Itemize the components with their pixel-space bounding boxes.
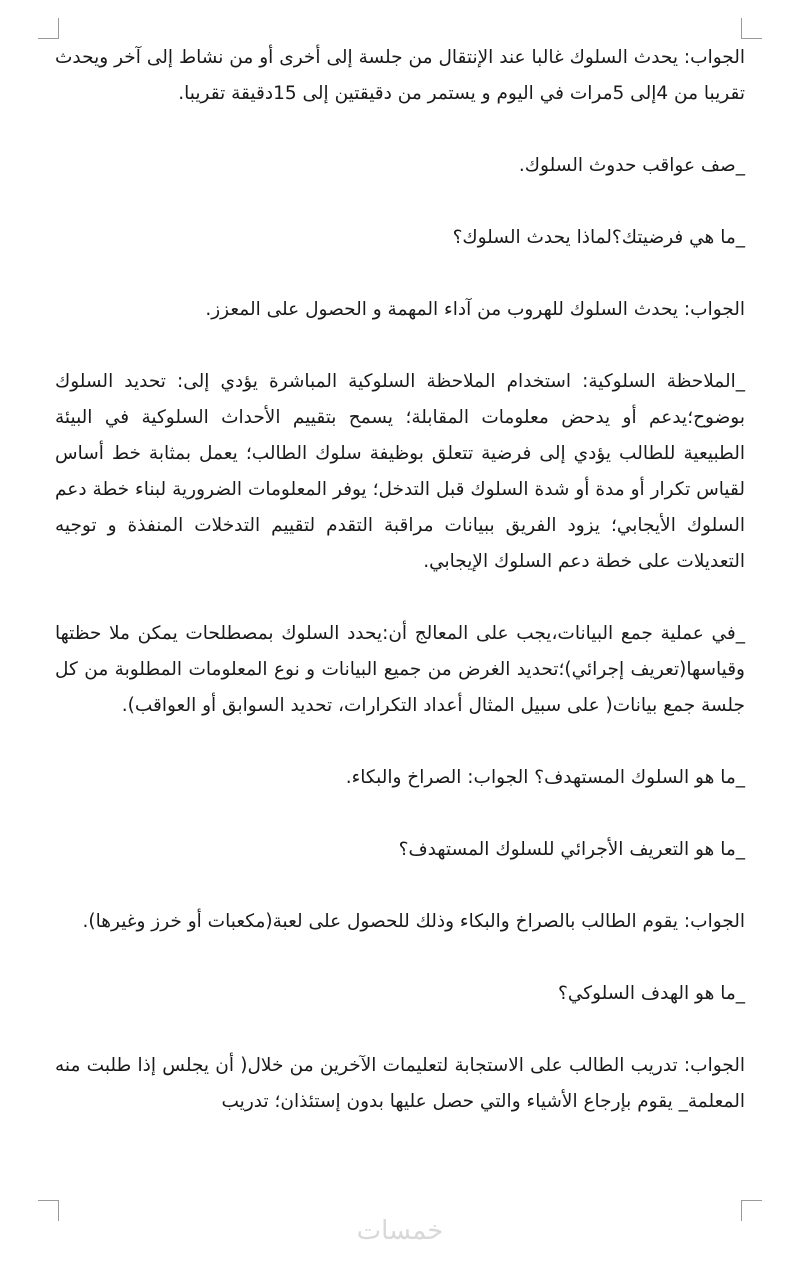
document-body — [55, 40, 745, 1156]
paragraph-question-hypothesis: _ما هي فرضيتك؟لماذا يحدث السلوك؟ — [452, 227, 745, 248]
paragraph-answer-operational-definition: الجواب: يقوم الطالب بالصراخ والبكاء وذلك للحصول على لعبة(مكعبات أو خرز وغيرها). — [82, 911, 745, 932]
paragraph-question-operational-definition: _ما هو التعريف الأجرائي للسلوك المستهدف؟ — [398, 839, 745, 860]
paragraph-answer-hypothesis: الجواب: يحدث السلوك للهروب من آداء المهمة و الحصول على المعزز. — [205, 299, 745, 320]
crop-mark-top-right — [741, 18, 762, 39]
paragraph-answer-behavioral-goal: الجواب: تدريب الطالب على الاستجابة لتعليمات الآخرين من خلال( أن يجلس إذا طلبت منه المعلمة_ يقوم بإرجاع الأشياء والتي حصل عليها بدون إستئذان؛ تدريب — [55, 1055, 745, 1112]
paragraph-question-consequences: _صف عواقب حدوث السلوك. — [518, 155, 745, 176]
paragraph-question-behavioral-goal: _ما هو الهدف السلوكي؟ — [558, 983, 745, 1004]
watermark-logo: خمسات — [356, 1216, 444, 1246]
paragraph-answer-frequency: الجواب: يحدث السلوك غالبا عند الإنتقال من جلسة إلى أخرى أو من نشاط إلى آخر ويحدث تقريبا من 4إلى 5مرات في اليوم و يستمر من دقيقتين إلى 15دقيقة تقريبا. — [55, 47, 745, 104]
crop-mark-top-left — [38, 18, 59, 39]
paragraph-behavioral-observation: _الملاحظة السلوكية: استخدام الملاحظة السلوكية المباشرة يؤدي إلى: تحديد السلوك بوضوح؛يدعم أو يدحض معلومات المقابلة؛ يسمح بتقييم الأحداث السلوكية في البيئة الطبيعية للطالب يؤدي إلى فرضية تتعلق بوظيفة سلوك الطالب؛ يعمل بمثابة خط أساس لقياس تكرار أو مدة أو شدة السلوك قبل التدخل؛ يوفر المعلومات الضرورية لبناء خطة دعم السلوك الأيجابي؛ يزود الفريق ببيانات مراقبة التقدم لتقييم التدخلات المنفذة و توجيه التعديلات على خطة دعم السلوك الإيجابي. — [55, 371, 745, 572]
paragraph-data-collection: _في عملية جمع البيانات،يجب على المعالج أن:يحدد السلوك بمصطلحات يمكن ملا حظتها وقياسها(تعريف إجرائي)؛تحديد الغرض من جميع البيانات و نوع المعلومات المطلوبة من كل جلسة جمع بيانات( على سبيل المثال أعداد التكرارات، تحديد السوابق أو العواقب). — [55, 623, 745, 716]
paragraph-target-behavior: _ما هو السلوك المستهدف؟ الجواب: الصراخ والبكاء. — [345, 767, 745, 788]
